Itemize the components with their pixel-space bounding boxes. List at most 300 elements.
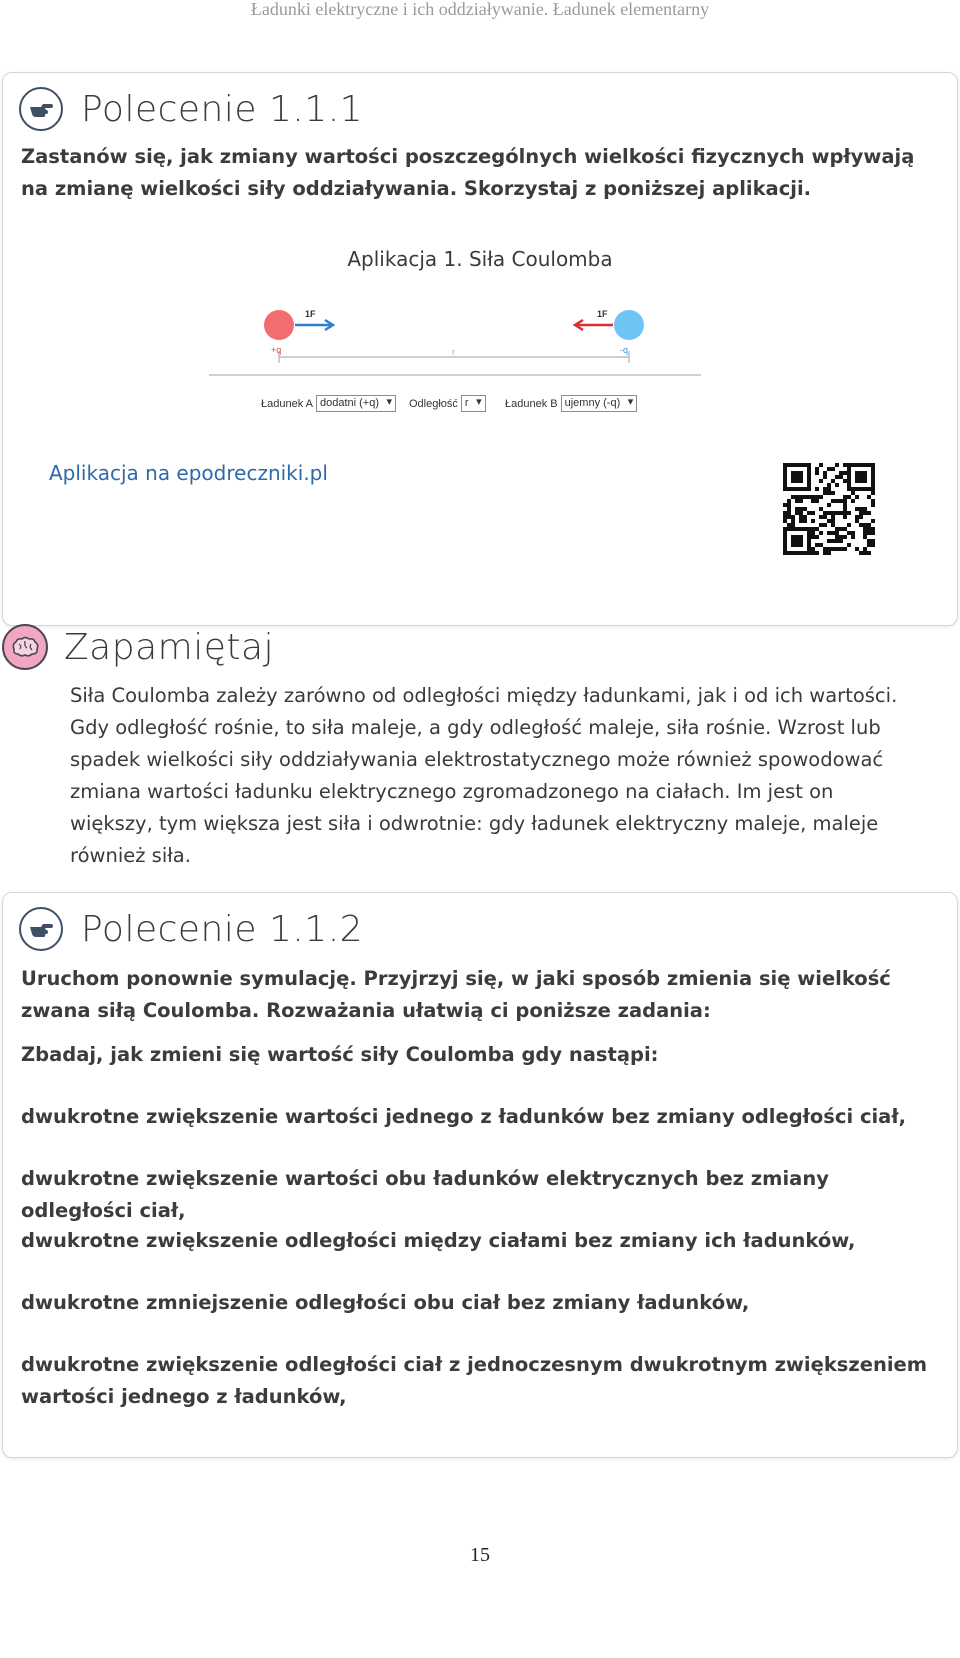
qr-module: [871, 467, 875, 471]
qr-module: [827, 483, 831, 487]
qr-module: [871, 487, 875, 491]
qr-module: [847, 467, 851, 471]
qr-module: [791, 475, 795, 479]
qr-module: [851, 463, 855, 467]
qr-module: [799, 471, 803, 475]
qr-module: [783, 511, 787, 515]
qr-module: [863, 523, 867, 527]
qr-module: [799, 539, 803, 543]
qr-module: [795, 539, 799, 543]
qr-module: [843, 547, 847, 551]
qr-module: [787, 499, 791, 503]
qr-module: [843, 535, 847, 539]
qr-module: [807, 543, 811, 547]
qr-module: [851, 531, 855, 535]
qr-module: [839, 535, 843, 539]
qr-module: [807, 495, 811, 499]
qr-module: [787, 507, 791, 511]
qr-module: [835, 547, 839, 551]
qr-module: [843, 495, 847, 499]
qr-module: [867, 511, 871, 515]
control-label: Odległość: [409, 397, 458, 410]
qr-module: [871, 499, 875, 503]
qr-module: [855, 547, 859, 551]
task-1-title: Polecenie 1.1.1: [81, 88, 364, 130]
qr-module: [827, 547, 831, 551]
list-item: dwukrotne zmniejszenie odległości obu ciał bez zmiany ładunków,: [21, 1291, 750, 1314]
qr-module: [827, 467, 831, 471]
qr-module: [791, 551, 795, 555]
qr-module: [871, 519, 875, 523]
qr-module: [783, 475, 787, 479]
qr-module: [831, 467, 835, 471]
qr-module: [855, 475, 859, 479]
qr-module: [799, 535, 803, 539]
control-charge-a: [261, 395, 396, 412]
qr-module: [799, 479, 803, 483]
task-2-title-row: [19, 907, 363, 951]
qr-module: [851, 487, 855, 491]
qr-module: [847, 483, 851, 487]
qr-module: [811, 531, 815, 535]
qr-module: [783, 479, 787, 483]
qr-module: [859, 471, 863, 475]
qr-module: [803, 519, 807, 523]
qr-module: [827, 531, 831, 535]
qr-module: [791, 519, 795, 523]
qr-module: [783, 487, 787, 491]
qr-module: [831, 515, 835, 519]
qr-module: [831, 531, 835, 535]
qr-module: [799, 507, 803, 511]
qr-module: [799, 495, 803, 499]
qr-module: [835, 475, 839, 479]
control-charge-b: [505, 395, 637, 412]
qr-module: [787, 503, 791, 507]
qr-module: [819, 463, 823, 467]
qr-module: [863, 531, 867, 535]
qr-module: [835, 499, 839, 503]
qr-module: [803, 527, 807, 531]
qr-module: [783, 531, 787, 535]
qr-module: [867, 551, 871, 555]
qr-module: [791, 463, 795, 467]
qr-module: [795, 511, 799, 515]
note-title: Zapamiętaj: [64, 626, 275, 668]
qr-module: [827, 491, 831, 495]
qr-module: [787, 527, 791, 531]
qr-module: [847, 531, 851, 535]
qr-module: [815, 535, 819, 539]
qr-module: [815, 551, 819, 555]
qr-module: [795, 487, 799, 491]
qr-module: [815, 527, 819, 531]
qr-module: [871, 539, 875, 543]
qr-module: [811, 551, 815, 555]
qr-module: [859, 479, 863, 483]
task-2-intro: Uruchom ponownie symulację. Przyjrzyj się, w jaki sposób zmienia się wielkość zwana siłą Coulomba. Rozważania ułatwią ci poniższe zadania:: [21, 967, 891, 1022]
qr-module: [867, 543, 871, 547]
qr-module: [835, 527, 839, 531]
qr-module: [795, 543, 799, 547]
qr-module: [863, 551, 867, 555]
charge-label-b: -q: [620, 345, 629, 355]
qr-module: [799, 463, 803, 467]
list-item: dwukrotne zwiększenie wartości jednego z ładunków bez zmiany odległości ciał,: [21, 1105, 906, 1128]
task-box-2: [2, 892, 958, 1458]
qr-module: [799, 511, 803, 515]
qr-module: [831, 491, 835, 495]
qr-module: [819, 523, 823, 527]
qr-module: [795, 463, 799, 467]
qr-module: [867, 527, 871, 531]
qr-module: [807, 511, 811, 515]
qr-module: [871, 531, 875, 535]
charge-a-ball[interactable]: [264, 310, 294, 340]
qr-module: [855, 463, 859, 467]
list-item: dwukrotne zwiększenie wartości obu ładunków elektrycznych bez zmiany odległości ciał,: [21, 1167, 829, 1222]
qr-module: [807, 483, 811, 487]
qr-module: [791, 539, 795, 543]
note-title-row: [2, 624, 274, 670]
qr-module: [823, 491, 827, 495]
qr-module: [827, 551, 831, 555]
qr-module: [807, 531, 811, 535]
qr-module: [783, 535, 787, 539]
qr-module: [783, 551, 787, 555]
qr-module: [867, 523, 871, 527]
qr-module: [859, 487, 863, 491]
brain-icon: [2, 624, 48, 670]
qr-module: [843, 527, 847, 531]
qr-module: [863, 507, 867, 511]
qr-module: [843, 479, 847, 483]
qr-module: [847, 487, 851, 491]
qr-module: [819, 479, 823, 483]
qr-module: [787, 511, 791, 515]
qr-module: [863, 463, 867, 467]
qr-module: [799, 515, 803, 519]
qr-module: [831, 519, 835, 523]
qr-module: [783, 539, 787, 543]
qr-module: [823, 515, 827, 519]
qr-module: [795, 535, 799, 539]
qr-module: [803, 551, 807, 555]
charge-b-select[interactable]: ujemny (-q) ▾: [561, 395, 638, 412]
control-distance: [409, 395, 486, 412]
qr-module: [855, 519, 859, 523]
qr-module: [795, 495, 799, 499]
qr-module: [867, 539, 871, 543]
qr-module: [835, 463, 839, 467]
qr-module: [811, 535, 815, 539]
qr-module: [823, 487, 827, 491]
app-caption: Aplikacja 1. Siła Coulomba: [347, 247, 613, 271]
qr-module: [811, 519, 815, 523]
qr-module: [855, 471, 859, 475]
force-label-a: 1F: [305, 309, 316, 319]
qr-module: [783, 503, 787, 507]
qr-module: [847, 479, 851, 483]
qr-module: [791, 515, 795, 519]
qr-module: [807, 527, 811, 531]
qr-module: [839, 471, 843, 475]
qr-module: [807, 467, 811, 471]
qr-module: [843, 471, 847, 475]
qr-module: [863, 471, 867, 475]
qr-module: [791, 471, 795, 475]
qr-module: [827, 539, 831, 543]
qr-module: [783, 467, 787, 471]
qr-module: [807, 487, 811, 491]
qr-module: [863, 479, 867, 483]
task-box-1: [2, 72, 958, 626]
qr-module: [783, 515, 787, 519]
qr-module: [871, 527, 875, 531]
charge-b-ball[interactable]: [614, 310, 644, 340]
list-item: dwukrotne zwiększenie odległości między ciałami bez zmiany ich ładunków,: [21, 1229, 856, 1252]
qr-module: [863, 511, 867, 515]
qr-module: [827, 511, 831, 515]
qr-module: [839, 539, 843, 543]
qr-module: [811, 547, 815, 551]
qr-module: [791, 523, 795, 527]
qr-module: [795, 471, 799, 475]
qr-module: [831, 479, 835, 483]
qr-module: [855, 487, 859, 491]
qr-module: [835, 539, 839, 543]
qr-module: [827, 519, 831, 523]
qr-module: [795, 507, 799, 511]
qr-module: [871, 503, 875, 507]
qr-module: [847, 475, 851, 479]
qr-module: [843, 515, 847, 519]
qr-module: [859, 551, 863, 555]
qr-module: [851, 535, 855, 539]
qr-module: [787, 463, 791, 467]
qr-module: [811, 495, 815, 499]
qr-module: [795, 499, 799, 503]
qr-module: [787, 515, 791, 519]
qr-module: [835, 535, 839, 539]
qr-module: [831, 547, 835, 551]
qr-module: [835, 483, 839, 487]
qr-module: [823, 551, 827, 555]
qr-module: [863, 547, 867, 551]
qr-module: [847, 463, 851, 467]
qr-module: [787, 551, 791, 555]
pointing-hand-icon: [19, 87, 63, 131]
qr-module: [811, 499, 815, 503]
qr-module: [823, 547, 827, 551]
coulomb-simulation[interactable]: [209, 301, 709, 381]
qr-module: [819, 515, 823, 519]
qr-module: [799, 527, 803, 531]
charge-a-select[interactable]: dodatni (+q) ▾: [316, 395, 396, 412]
qr-module: [815, 499, 819, 503]
qr-module: [859, 507, 863, 511]
qr-module: [847, 471, 851, 475]
qr-module: [803, 463, 807, 467]
qr-module: [799, 543, 803, 547]
qr-module: [843, 507, 847, 511]
qr-module: [843, 499, 847, 503]
distance-select[interactable]: r ▾: [461, 395, 486, 412]
qr-module: [799, 551, 803, 555]
qr-module: [783, 483, 787, 487]
qr-module: [819, 507, 823, 511]
qr-module: [867, 487, 871, 491]
qr-module: [823, 471, 827, 475]
force-label-b: 1F: [597, 309, 608, 319]
qr-module: [787, 487, 791, 491]
qr-module: [807, 471, 811, 475]
qr-module: [851, 491, 855, 495]
qr-module: [803, 507, 807, 511]
qr-module: [863, 487, 867, 491]
qr-module: [835, 531, 839, 535]
note-text: Siła Coulomba zależy zarówno od odległości między ładunkami, jak i od ich wartości. Gdy odległość rośnie, to siła maleje, a gdy odległość maleje, siła rośnie. Wzrost lub spadek wielkości siły oddziaływania elektrostatycznego może również spowodować zmiana wartości ładunku elektrycznego zgromadzonego na ciałach. Im jest on większy, tym większa jest siła i odwrotnie: gdy ładunek elektryczny maleje, maleje również siła.: [70, 684, 898, 867]
qr-module: [815, 543, 819, 547]
qr-module: [811, 527, 815, 531]
qr-module: [811, 511, 815, 515]
qr-module: [839, 499, 843, 503]
qr-module: [835, 511, 839, 515]
qr-module: [839, 511, 843, 515]
app-link[interactable]: Aplikacja na epodreczniki.pl: [49, 461, 328, 485]
qr-module: [815, 495, 819, 499]
pointing-hand-icon: [19, 907, 63, 951]
qr-module: [871, 491, 875, 495]
qr-module: [847, 511, 851, 515]
qr-module: [839, 527, 843, 531]
qr-module: [795, 479, 799, 483]
qr-module: [823, 511, 827, 515]
qr-module: [843, 463, 847, 467]
qr-module: [807, 551, 811, 555]
task-1-text: Zastanów się, jak zmiany wartości poszczególnych wielkości fizycznych wpływają na zmianę wielkości siły oddziaływania. Skorzystaj z poniższej aplikacji.: [21, 145, 915, 200]
control-label: Ładunek A: [261, 397, 313, 410]
qr-module: [791, 487, 795, 491]
qr-module: [867, 463, 871, 467]
qr-module: [851, 499, 855, 503]
qr-module: [855, 479, 859, 483]
qr-module: [803, 487, 807, 491]
qr-module: [783, 547, 787, 551]
qr-module: [871, 463, 875, 467]
qr-module: [791, 543, 795, 547]
qr-module: [823, 523, 827, 527]
qr-module: [839, 547, 843, 551]
qr-module: [859, 463, 863, 467]
qr-module: [819, 543, 823, 547]
qr-module: [819, 531, 823, 535]
qr-module: [831, 523, 835, 527]
qr-module: [791, 535, 795, 539]
qr-module: [839, 475, 843, 479]
qr-module: [863, 527, 867, 531]
qr-module: [855, 495, 859, 499]
qr-module: [799, 475, 803, 479]
qr-module: [827, 487, 831, 491]
qr-module: [823, 475, 827, 479]
qr-module: [871, 479, 875, 483]
qr-module: [803, 495, 807, 499]
page-number: 15: [470, 1544, 490, 1566]
qr-module: [859, 511, 863, 515]
qr-module: [871, 475, 875, 479]
qr-module: [855, 515, 859, 519]
list-item: dwukrotne zwiększenie odległości ciał z jednoczesnym dwukrotnym zwiększeniem wartości jednego z ładunków,: [21, 1353, 928, 1408]
qr-module: [859, 475, 863, 479]
task-2-title: Polecenie 1.1.2: [81, 908, 364, 950]
qr-module: [815, 471, 819, 475]
qr-module: [867, 495, 871, 499]
qr-module: [807, 547, 811, 551]
qr-module: [847, 523, 851, 527]
qr-module: [871, 483, 875, 487]
qr-module: [859, 523, 863, 527]
qr-module: [815, 467, 819, 471]
qr-module: [871, 471, 875, 475]
charge-label-a: +q: [271, 345, 282, 355]
qr-module: [787, 523, 791, 527]
qr-module: [863, 475, 867, 479]
distance-label: r: [452, 347, 455, 357]
qr-module: [843, 503, 847, 507]
qr-module: [807, 479, 811, 483]
qr-module: [791, 479, 795, 483]
qr-module: [795, 475, 799, 479]
qr-module: [795, 527, 799, 531]
task-1-title-row: [19, 87, 363, 131]
qr-module: [819, 495, 823, 499]
qr-module: [867, 531, 871, 535]
qr-module: [807, 475, 811, 479]
qr-code[interactable]: [783, 463, 875, 555]
running-header: Ładunki elektryczne i ich oddziaływanie. Ładunek elementarny: [250, 0, 710, 19]
qr-module: [807, 463, 811, 467]
qr-module: [791, 495, 795, 499]
qr-module: [815, 487, 819, 491]
qr-module: [855, 507, 859, 511]
qr-module: [783, 543, 787, 547]
qr-module: [783, 527, 787, 531]
qr-module: [783, 519, 787, 523]
qr-module: [783, 471, 787, 475]
control-label: Ładunek B: [505, 397, 558, 410]
qr-module: [847, 495, 851, 499]
qr-module: [807, 539, 811, 543]
qr-module: [843, 511, 847, 515]
qr-module: [783, 463, 787, 467]
qr-module: [863, 535, 867, 539]
qr-module: [791, 527, 795, 531]
task-2-question: Zbadaj, jak zmieni się wartość siły Coulomba gdy nastąpi:: [21, 1043, 659, 1066]
qr-module: [807, 535, 811, 539]
qr-module: [827, 503, 831, 507]
qr-module: [831, 539, 835, 543]
qr-module: [795, 551, 799, 555]
qr-module: [831, 499, 835, 503]
qr-module: [831, 511, 835, 515]
qr-module: [871, 543, 875, 547]
qr-module: [859, 515, 863, 519]
qr-module: [799, 499, 803, 503]
qr-module: [799, 519, 803, 523]
qr-module: [803, 515, 807, 519]
qr-module: [799, 487, 803, 491]
